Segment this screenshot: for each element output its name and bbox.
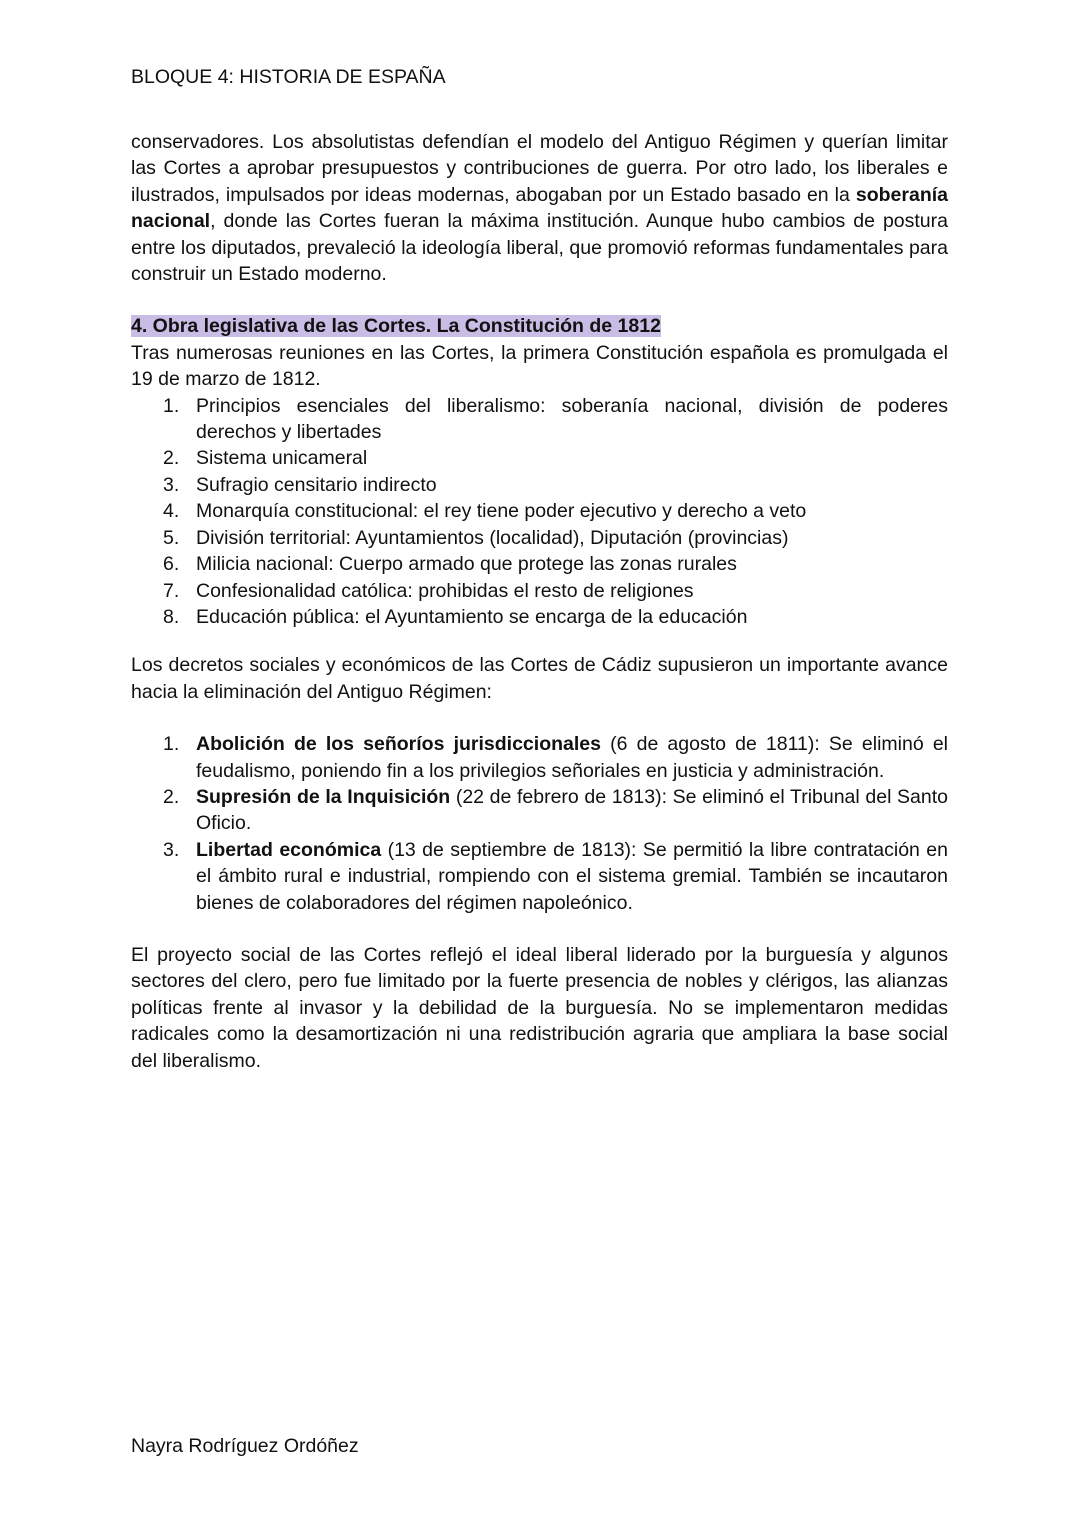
list-item: 1. Abolición de los señoríos jurisdiccionales (6 de agosto de 1811): Se eliminó el feudalismo, poniendo fin a los privilegios señoriales en justicia y administración. <box>163 733 948 782</box>
list-item: 5. División territorial: Ayuntamientos (localidad), Diputación (provincias) <box>163 526 789 549</box>
list-item: 1. Principios esenciales del liberalismo: soberanía nacional, división de poderes derechos y libertades <box>163 394 948 444</box>
list-item: 4. Monarquía constitucional: el rey tiene poder ejecutivo y derecho a veto <box>163 500 807 523</box>
list-item: 8. Educación pública: el Ayuntamiento se encarga de la educación <box>163 605 748 628</box>
list-item: 7. Confesionalidad católica: prohibidas el resto de religiones <box>163 579 694 602</box>
intro-bold-term: soberanía nacional <box>131 183 948 233</box>
list-item: 3. Sufragio censitario indirecto <box>163 473 437 496</box>
page-footer-author: Nayra Rodríguez Ordóñez <box>131 1435 359 1457</box>
list-item: 6. Milicia nacional: Cuerpo armado que protege las zonas rurales <box>163 553 737 576</box>
document-body <box>131 129 948 1074</box>
list-item: 3. Libertad económica (13 de septiembre de 1813): Se permitió la libre contratación en el ámbito rural e industrial, rompiendo con el sistema gremial. También se incautaron bienes de colaboradores del régimen napoleónico. <box>163 838 948 914</box>
intro-paragraph <box>131 129 948 287</box>
intro-text-2: , donde las Cortes fueran la máxima institución. Aunque hubo cambios de postura entre los diputados, prevaleció la ideología liberal, que promovió reformas fundamentales para construir un Estado moderno. <box>131 210 948 286</box>
principles-list <box>131 393 948 631</box>
section-title-highlight: 4. Obra legislativa de las Cortes. La Constitución de 1812 <box>131 315 661 338</box>
page-header: BLOQUE 4: HISTORIA DE ESPAÑA <box>131 66 446 88</box>
decrees-list <box>131 731 948 916</box>
list-item: 2. Sistema unicameral <box>163 447 368 470</box>
intro-text-1: conservadores. Los absolutistas defendían el modelo del Antiguo Régimen y querían limitar las Cortes a aprobar presupuestos y contribuciones de guerra. Por otro lado, los liberales e ilustrados, impulsados por ideas modernas, abogaban por un Estado basado en la <box>131 131 948 206</box>
conclusion-paragraph: El proyecto social de las Cortes reflejó el ideal liberal liderado por la burguesía y algunos sectores del clero, pero fue limitado por la fuerte presencia de nobles y clérigos, las alianzas políticas frente al invasor y la debilidad de la burguesía. No se implementaron medidas radicales como la desamortización ni una redistribución agraria que ampliara la base social del liberalismo. <box>131 943 948 1072</box>
list-item: 2. Supresión de la Inquisición (22 de febrero de 1813): Se eliminó el Tribunal del Santo Oficio. <box>163 785 948 835</box>
section-intro: Tras numerosas reuniones en las Cortes, la primera Constitución española es promulgada el 19 de marzo de 1812. <box>131 341 948 391</box>
section-heading <box>131 313 948 339</box>
decrees-intro: Los decretos sociales y económicos de las Cortes de Cádiz supusieron un importante avance hacia la eliminación del Antiguo Régimen: <box>131 654 948 703</box>
